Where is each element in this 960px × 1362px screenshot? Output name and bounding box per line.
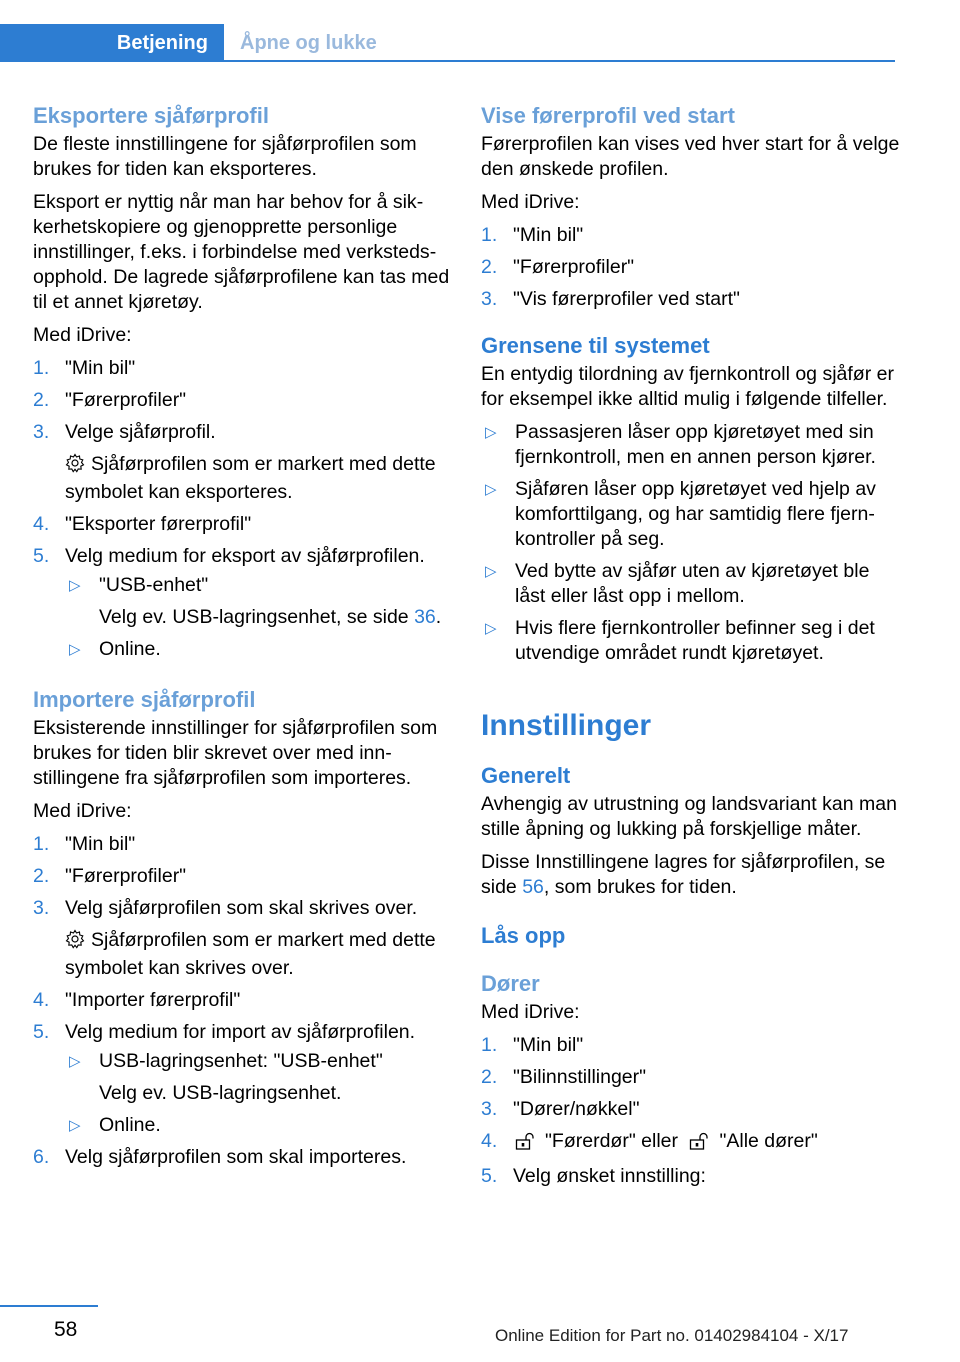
general-note: Disse Innstillingene lagres for sjåførprofilen, se side 56, som brukes for tiden. xyxy=(481,851,886,898)
export-steps xyxy=(33,356,453,662)
right-column xyxy=(481,100,901,1199)
header-rule xyxy=(0,60,895,62)
list-item: 1. "Min bil" xyxy=(481,1034,584,1056)
export-intro: De fleste innstillingene for sjåførprofilen som brukes for tiden kan eksporteres. xyxy=(33,133,417,180)
tab-betjening[interactable]: Betjening xyxy=(0,24,224,62)
show-profile-steps xyxy=(481,223,901,312)
doors-title: Dører xyxy=(481,971,540,996)
list-item: ▷ "USB-enhet" Velg ev. USB-lagringsenhet, se side 36. xyxy=(69,574,442,628)
list-item: 1. "Min bil" xyxy=(481,224,584,246)
import-idrive: Med iDrive: xyxy=(33,800,132,822)
list-item: ▷ Passasjeren låser opp kjøretøyet med sin fjernkontroll, men en annen person kjører. xyxy=(485,421,876,468)
list-item: ▷ USB-lagringsenhet: "USB-enhet" Velg ev. USB-lagringsenhet. xyxy=(69,1050,383,1104)
list-item: ▷ Hvis flere fjernkontroller befinner seg i det utvendige området rundt kjøretøyet. xyxy=(485,617,875,664)
export-step3-note: Sjåførprofilen som er markert med dette symbolet kan eksporteres. xyxy=(65,453,436,503)
import-intro: Eksisterende innstillinger for sjåførprofilen som brukes for tiden blir skrevet over med innstillingene fra sjåførprofilen som importeres. xyxy=(33,717,438,789)
list-item: 3. Velge sjåførprofil. Sjåførprofilen som er markert med dette symbolet kan eksporteres. xyxy=(33,421,436,503)
export-title: Eksportere sjåførprofil xyxy=(33,103,269,128)
list-item: 3. "Dører/nøkkel" xyxy=(481,1098,640,1120)
list-item: 1. "Min bil" xyxy=(33,357,136,379)
page-link-56[interactable]: 56 xyxy=(522,876,544,898)
list-item: 2. "Bilinnstillinger" xyxy=(481,1066,647,1088)
gear-icon xyxy=(65,929,85,956)
settings-title: Innstillinger xyxy=(481,709,652,742)
list-item: 2. "Førerprofiler" xyxy=(33,389,187,411)
list-item: ▷ Online. xyxy=(69,638,161,660)
list-item: 1. "Min bil" xyxy=(33,833,136,855)
header-tabs xyxy=(0,24,895,62)
list-item: 3. "Vis førerprofiler ved start" xyxy=(481,288,740,310)
list-item: 5. Velg medium for import av sjåførprofilen. ▷ USB-lagringsenhet: "USB-enhet" Velg ev. USB-lagringsenhet. ▷ Online. xyxy=(33,1020,453,1138)
import-title: Importere sjåførprofil xyxy=(33,687,256,712)
gear-icon xyxy=(65,453,85,480)
footer-rule xyxy=(0,1305,98,1307)
page-link-36[interactable]: 36 xyxy=(414,606,436,628)
list-item: 6. Velg sjåførprofilen som skal importeres. xyxy=(33,1146,407,1168)
limits-intro: En entydig tilordning av fjernkontroll og sjåfør er for eksempel ikke alltid mulig i følgende tilfeller. xyxy=(481,363,894,410)
list-item: 2. "Førerprofiler" xyxy=(481,256,635,278)
unlock-icon xyxy=(689,1132,709,1157)
list-item: ▷ Sjåføren låser opp kjøretøyet ved hjelp av komforttilgang, og har samtidig flere fjernkontroller på seg. xyxy=(485,478,876,550)
general-title: Generelt xyxy=(481,763,571,788)
page-number: 58 xyxy=(54,1318,78,1341)
general-intro: Avhengig av utrustning og landsvariant kan man stille åpning og lukking på forskjellige måter. xyxy=(481,793,897,840)
show-profile-idrive: Med iDrive: xyxy=(481,191,580,213)
doors-steps xyxy=(481,1033,901,1189)
export-media-list xyxy=(65,573,453,662)
list-item: 3. Velg sjåførprofilen som skal skrives over. Sjåførprofilen som er markert med dette symbolet kan skrives over. xyxy=(33,897,436,979)
limits-title: Grensene til systemet xyxy=(481,333,710,358)
show-profile-intro: Førerprofilen kan vises ved hver start for å velge den ønskede profilen. xyxy=(481,133,900,180)
export-idrive: Med iDrive: xyxy=(33,324,132,346)
list-item: ▷ Online. xyxy=(69,1114,161,1136)
list-item: 5. Velg medium for eksport av sjåførprofilen. ▷ "USB-enhet" Velg ev. USB-lagringsenhet, se side 36. ▷ Online. xyxy=(33,544,453,662)
export-desc: Eksport er nyttig når man har behov for å sikkerhetskopiere og gjenopprette personlige innstillinger, f.eks. i forbindelse med verkstedsopphold. De lagrede sjåførprofilene kan tas med til et annet kjøretøy. xyxy=(33,191,450,313)
import-media-list xyxy=(65,1049,453,1138)
list-item: 4. "Førerdør" eller "Alle dører" xyxy=(481,1129,901,1157)
list-item: 5. Velg ønsket innstilling: xyxy=(481,1165,706,1187)
import-step3-note: Sjåførprofilen som er markert med dette symbolet kan skrives over. xyxy=(65,929,436,979)
import-steps xyxy=(33,832,453,1170)
footer-edition: Online Edition for Part no. 01402984104 - X/17 xyxy=(495,1326,849,1345)
list-item: 4. "Importer førerprofil" xyxy=(33,989,241,1011)
left-column xyxy=(33,100,453,1180)
list-item: 4. "Eksporter førerprofil" xyxy=(33,513,252,535)
unlock-icon xyxy=(515,1132,535,1157)
show-profile-title: Vise førerprofil ved start xyxy=(481,103,735,128)
list-item: ▷ Ved bytte av sjåfør uten av kjøretøyet ble låst eller låst opp i mellom. xyxy=(485,560,870,607)
list-item: 2. "Førerprofiler" xyxy=(33,865,187,887)
doors-idrive: Med iDrive: xyxy=(481,1001,580,1023)
unlock-title: Lås opp xyxy=(481,923,566,948)
limits-list xyxy=(481,420,901,666)
tab-apne-og-lukke[interactable]: Åpne og lukke xyxy=(240,31,377,54)
